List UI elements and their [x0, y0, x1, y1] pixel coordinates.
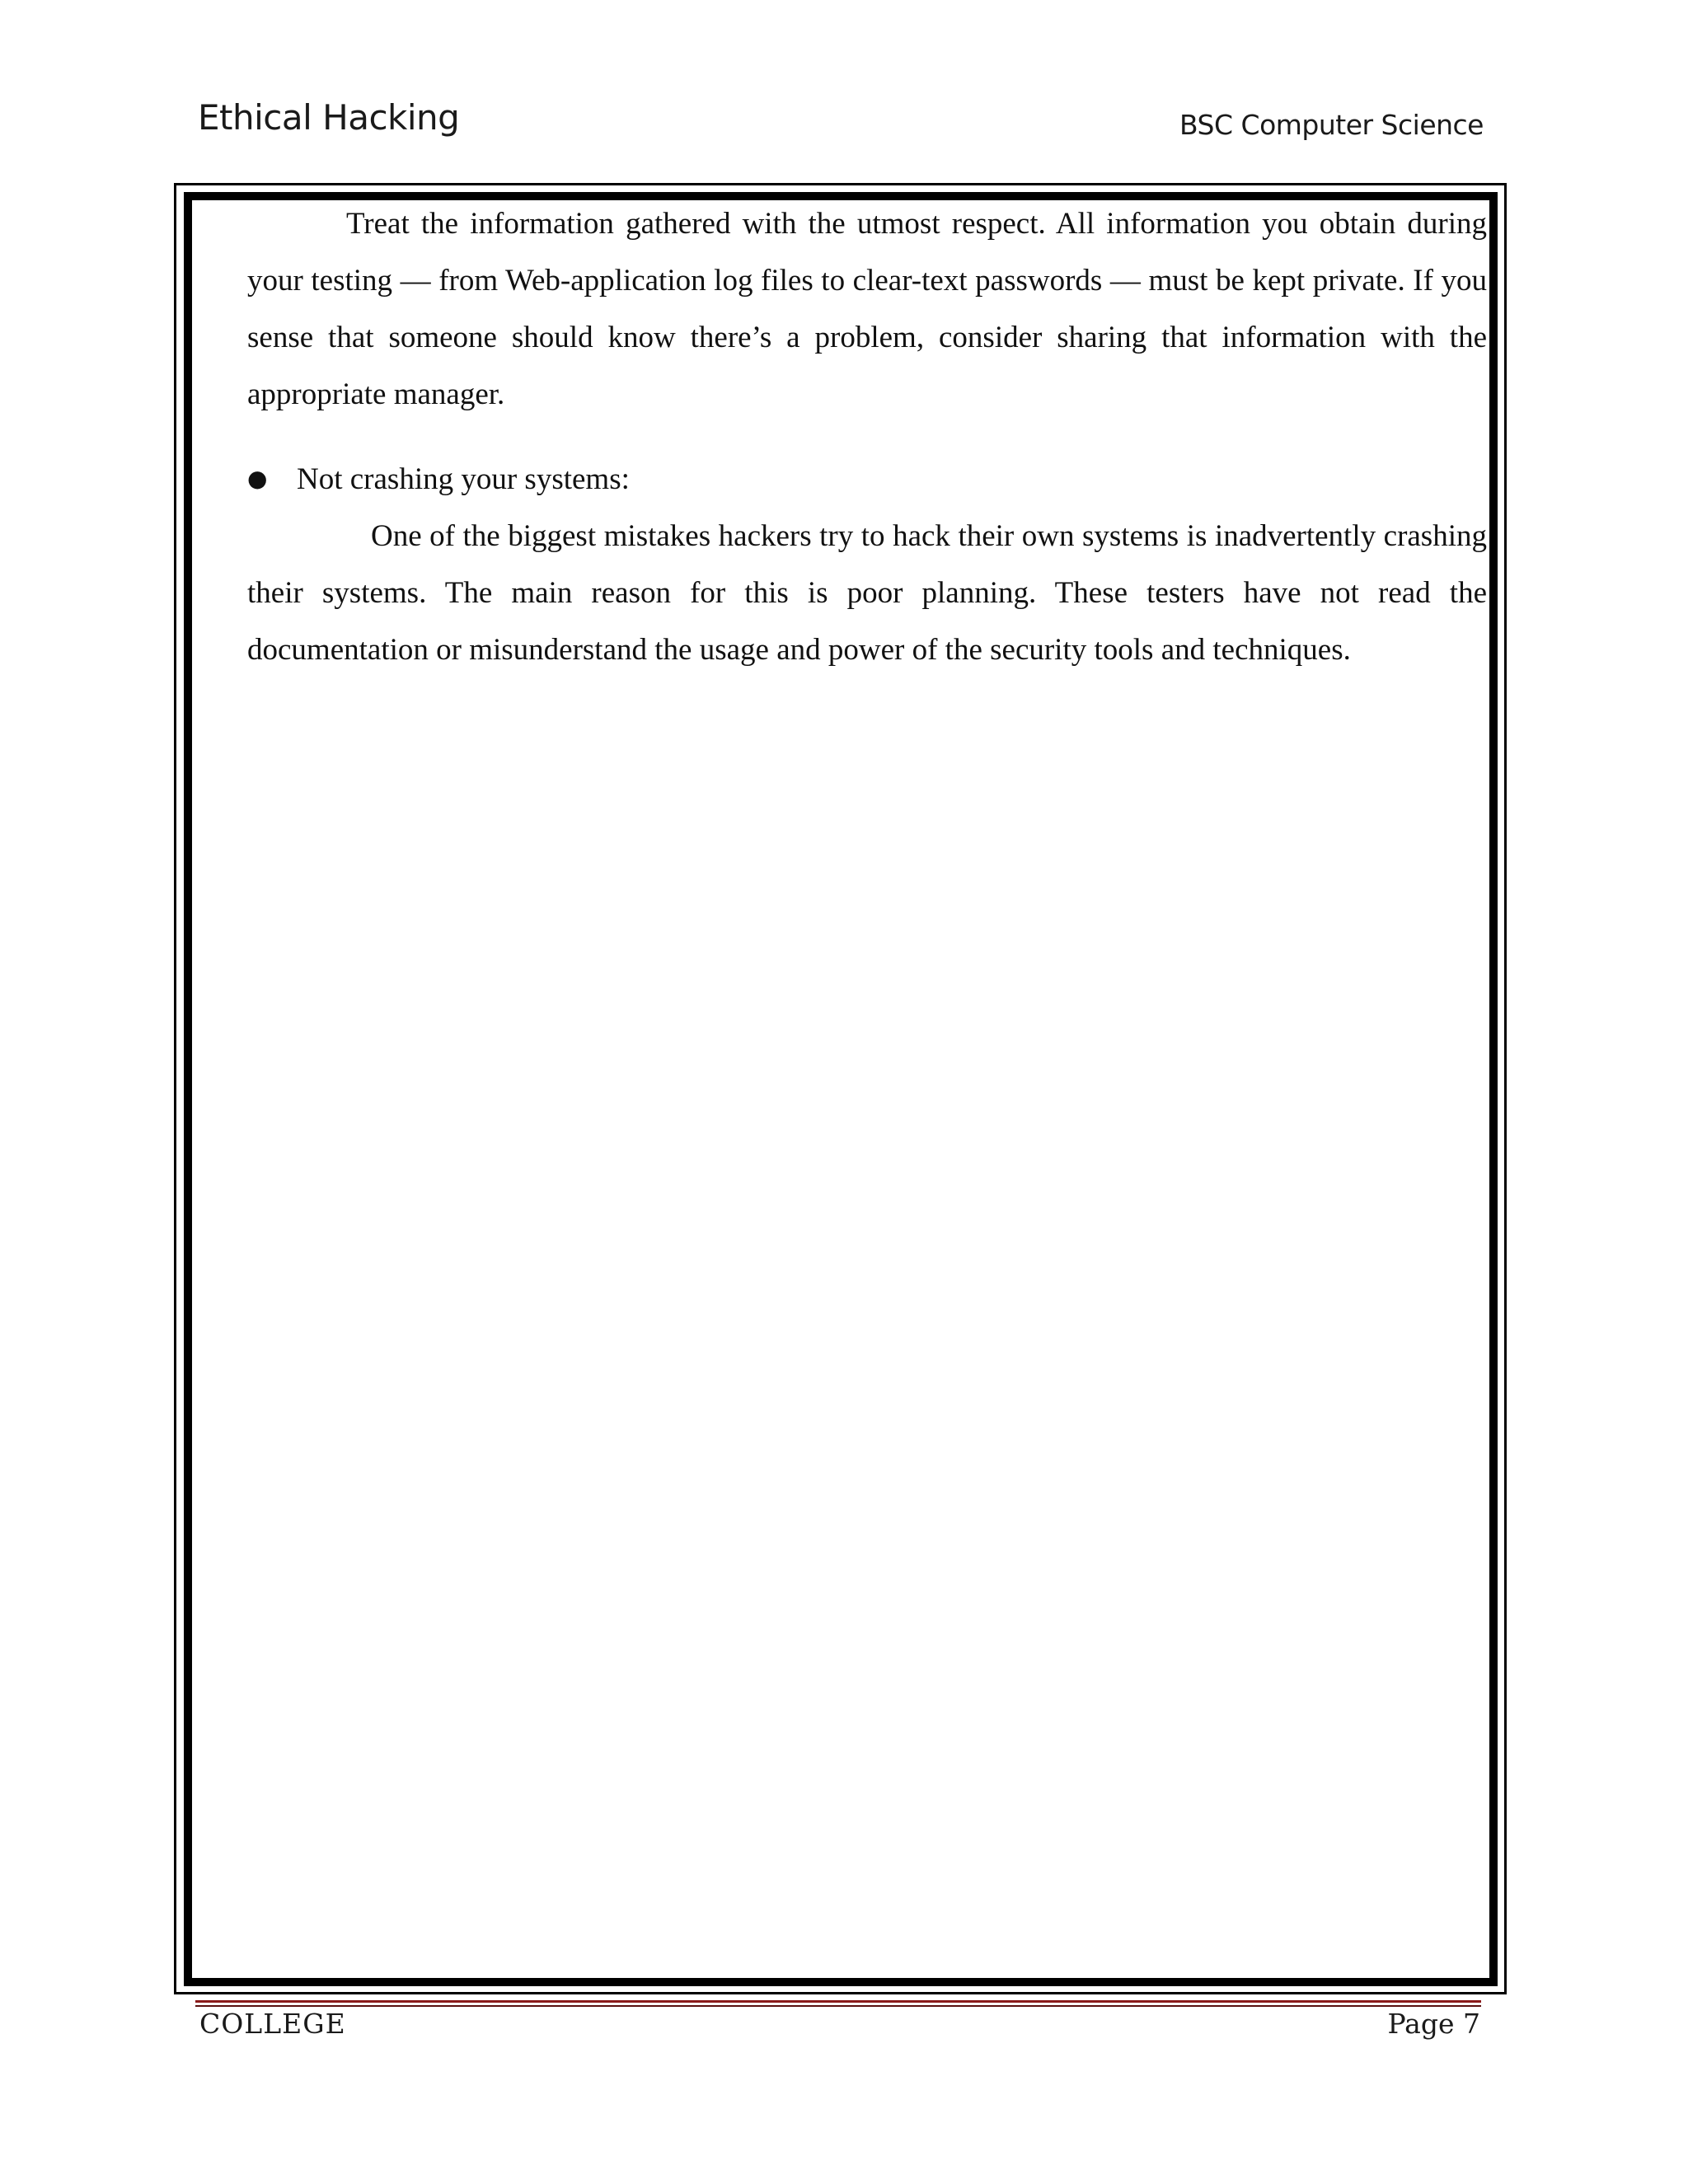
- page-body: [247, 195, 1487, 678]
- bullet-text: Not crashing your systems:: [297, 462, 630, 496]
- footer-rule-secondary: [195, 2005, 1481, 2007]
- paragraph-confidentiality: Treat the information gathered with the utmost respect. All information you obtain during your testing — from Web-application log files to clear-text passwords — must be kept private. If you sense that someone should know there’s a problem, consider sharing that information with the appropriate manager.: [247, 207, 1487, 411]
- footer-college: COLLEGE: [199, 2008, 346, 2040]
- header-course: BSC Computer Science: [1179, 109, 1484, 141]
- header-title: Ethical Hacking: [198, 97, 460, 138]
- bullet-list-item: [247, 451, 1487, 508]
- footer-rule: [195, 2000, 1481, 2003]
- bullet-icon: ●: [247, 465, 268, 492]
- paragraph-crashing-systems: One of the biggest mistakes hackers try to hack their own systems is inadvertently crashing their systems. The main reason for this is poor planning. These testers have not read the documentation or misunderstand the usage and power of the security tools and techniques.: [247, 519, 1487, 667]
- page-number: Page 7: [1387, 2008, 1480, 2040]
